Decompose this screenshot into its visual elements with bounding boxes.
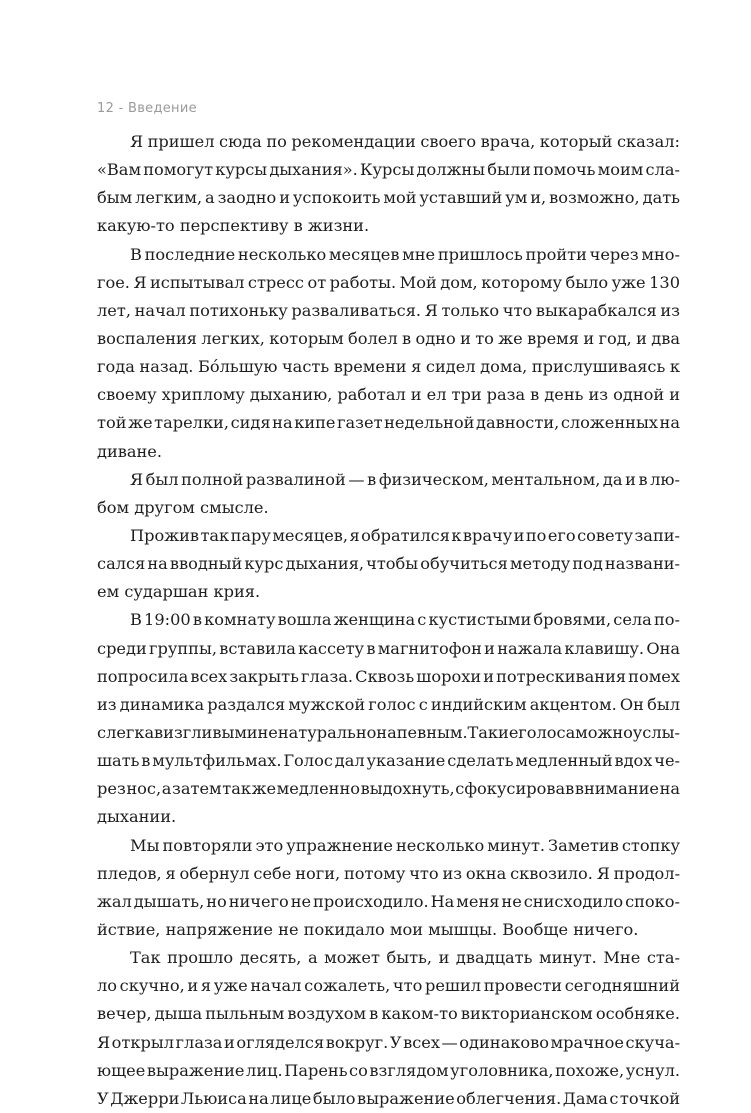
text-line: слегка визгливым и ненатурально напевным. Такие голоса можно услы- bbox=[97, 722, 681, 742]
text-line: бым легким, а заодно и успокоить мой уставший ум и, возможно, дать bbox=[97, 188, 680, 208]
text-line: диване. bbox=[97, 441, 163, 461]
paragraph bbox=[97, 241, 680, 466]
text-line: из динамика раздался мужской голос с индийским акцентом. Он был bbox=[97, 694, 680, 714]
text-line: гое. Я испытывал стресс от работы. Мой дом, которому было уже 130 bbox=[97, 272, 680, 292]
text-line: жал дышать, но ничего не происходило. На меня не снисходило споко- bbox=[97, 891, 681, 911]
paragraph bbox=[97, 944, 680, 1113]
text-line: У Джерри Льюиса на лице было выражение облегчения. Дама с точкой bbox=[97, 1088, 680, 1108]
text-line: той же тарелки, сидя на кипе газет недельной давности, сложенных на bbox=[97, 413, 680, 433]
text-line: В последние несколько месяцев мне пришлось пройти через мно- bbox=[130, 244, 680, 264]
paragraph bbox=[97, 128, 680, 241]
text-line: года назад. Бо́льшую часть времени я сидел дома, прислушиваясь к bbox=[97, 357, 680, 377]
paragraph bbox=[97, 466, 680, 522]
text-line: сался на вводный курс дыхания, чтобы обучиться методу под названи- bbox=[97, 554, 680, 574]
body-text bbox=[97, 128, 680, 1113]
text-line: шать в мультфильмах. Голос дал указание сделать медленный вдох че- bbox=[97, 751, 681, 771]
text-line: Прожив так пару месяцев, я обратился к врачу и по его совету запи- bbox=[130, 525, 681, 545]
paragraph bbox=[97, 832, 680, 945]
text-line: рез нос, а затем так же медленно выдохнуть, сфокусировав внимание на bbox=[97, 779, 681, 799]
paragraph bbox=[97, 522, 680, 606]
text-line: бом другом смысле. bbox=[97, 497, 269, 517]
text-line: дыхании. bbox=[97, 807, 177, 827]
text-line: ем сударшан крия. bbox=[97, 582, 261, 602]
text-line: воспаления легких, которым болел в одно и то же время и год, и два bbox=[97, 328, 681, 348]
text-line: ло скучно, и я уже начал сожалеть, что решил провести сегодняшний bbox=[97, 976, 681, 996]
text-line: пледов, я обернул себе ноги, потому что из окна сквозило. Я продол- bbox=[97, 863, 681, 883]
text-line: Я пришел сюда по рекомендации своего врача, который сказал: bbox=[130, 132, 680, 151]
paragraph bbox=[97, 606, 680, 831]
text-line: Я был полной развалиной — в физическом, ментальном, да и в лю- bbox=[130, 469, 680, 489]
text-line: В 19:00 в комнату вошла женщина с кустистыми бровями, села по- bbox=[130, 610, 680, 630]
text-line: какую-то перспективу в жизни. bbox=[97, 216, 370, 236]
text-line: ющее выражение лиц. Парень со взглядом уголовника, похоже, уснул. bbox=[97, 1060, 681, 1080]
text-line: «Вам помогут курсы дыхания». Курсы должны были помочь моим сла- bbox=[97, 160, 680, 180]
text-line: вечер, дыша пыльным воздухом в каком-то викторианском особняке. bbox=[97, 1004, 681, 1024]
running-head: 12 - Введение bbox=[97, 101, 197, 116]
text-line: йствие, напряжение не покидало мои мышцы. Вообще ничего. bbox=[97, 919, 639, 939]
text-line: Мы повторяли это упражнение несколько минут. Заметив стопку bbox=[130, 835, 681, 855]
text-line: лет, начал потихоньку разваливаться. Я только что выкарабкался из bbox=[97, 300, 681, 320]
text-line: среди группы, вставила кассету в магнитофон и нажала клавишу. Она bbox=[97, 638, 681, 658]
text-line: своему хриплому дыханию, работал и ел три раза в день из одной и bbox=[97, 385, 680, 405]
text-line: Так прошло десять, а может быть, и двадцать минут. Мне ста- bbox=[130, 948, 680, 968]
text-line: Я открыл глаза и огляделся вокруг. У всех — одинаково мрачное скуча- bbox=[97, 1032, 681, 1052]
text-line: попросила всех закрыть глаза. Сквозь шорохи и потрескивания помех bbox=[97, 666, 681, 686]
